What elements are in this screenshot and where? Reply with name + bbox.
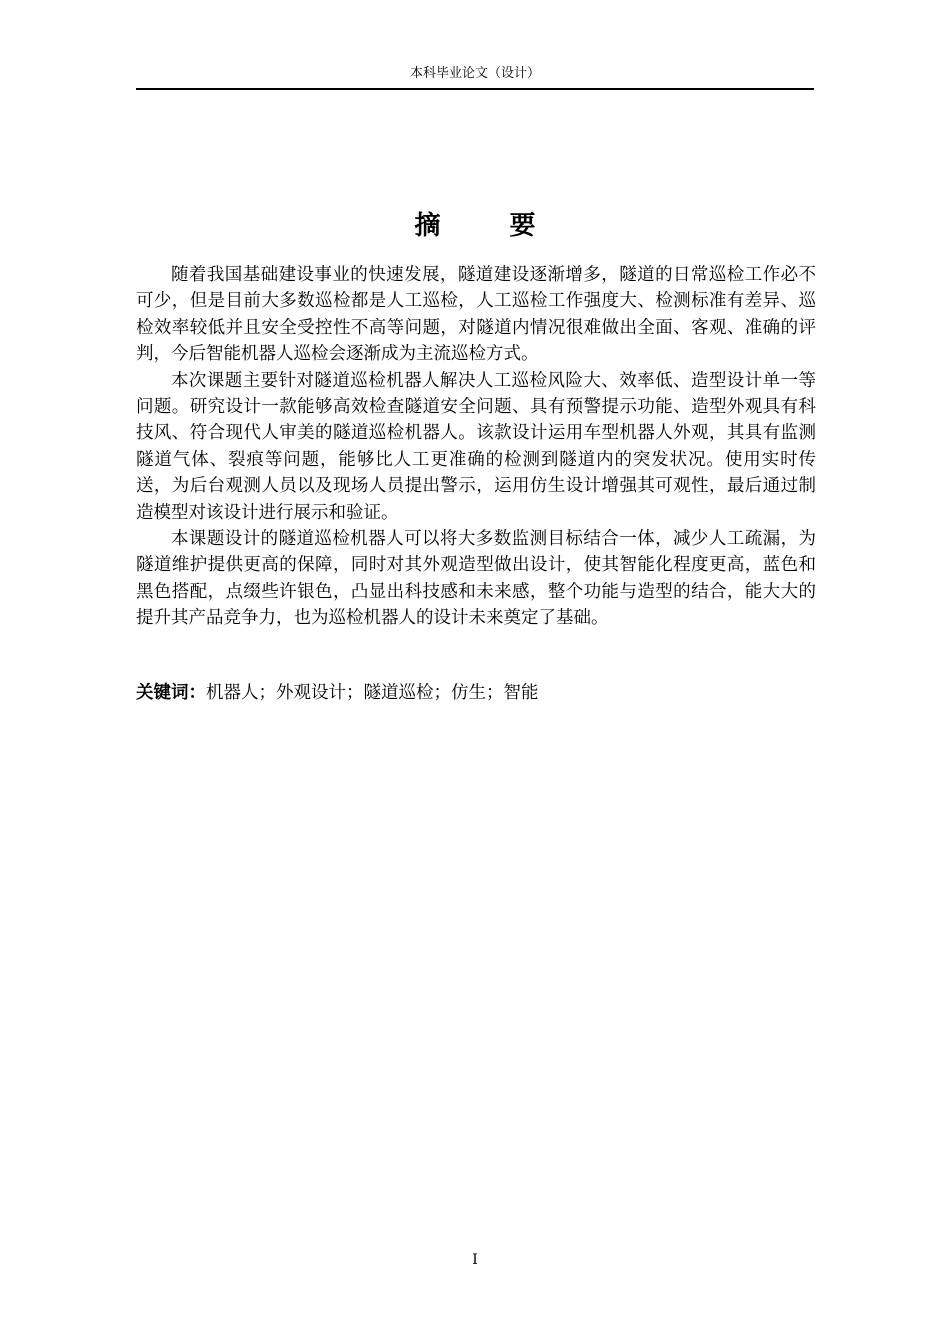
page-number: I [472, 1252, 478, 1268]
abstract-paragraph-3: 本课题设计的隧道巡检机器人可以将大多数监测目标结合一体，减少人工疏漏，为隧道维护提供更高的保障，同时对其外观造型做出设计，使其智能化程度更高，蓝色和黑色搭配，点缀些许银色，凸显出科技感和未来感，整个功能与造型的结合，能大大的提升其产品竞争力，也为巡检机器人的设计未来奠定了基础。 [136, 529, 816, 629]
keywords-label: 关键词： [136, 683, 206, 703]
keywords-text: 机器人；外观设计；隧道巡检；仿生；智能 [206, 683, 539, 703]
running-header [136, 64, 814, 90]
running-header-title: 本科毕业论文（设计） [409, 66, 540, 81]
abstract-title: 摘 要 [414, 211, 566, 241]
keywords-line [136, 680, 814, 706]
abstract-paragraph-1: 随着我国基础建设事业的快速发展，隧道建设逐渐增多，隧道的日常巡检工作必不可少，但是目前大多数巡检都是人工巡检，人工巡检工作强度大、检测标准有差异、巡检效率较低并且安全受控性不高等问题，对隧道内情况很难做出全面、客观、准确的评判，今后智能机器人巡检会逐渐成为主流巡检方式。 [136, 265, 816, 365]
abstract-body [136, 262, 816, 632]
abstract-paragraph-2: 本次课题主要针对隧道巡检机器人解决人工巡检风险大、效率低、造型设计单一等问题。研究设计一款能够高效检查隧道安全问题、具有预警提示功能、造型外观具有科技风、符合现代人审美的隧道巡检机器人。该款设计运用车型机器人外观，其具有监测隧道气体、裂痕等问题，能够比人工更准确的检测到隧道内的突发状况。使用实时传送，为后台观测人员以及现场人员提出警示，运用仿生设计增强其可观性，最后通过制造模型对该设计进行展示和验证。 [136, 370, 816, 523]
